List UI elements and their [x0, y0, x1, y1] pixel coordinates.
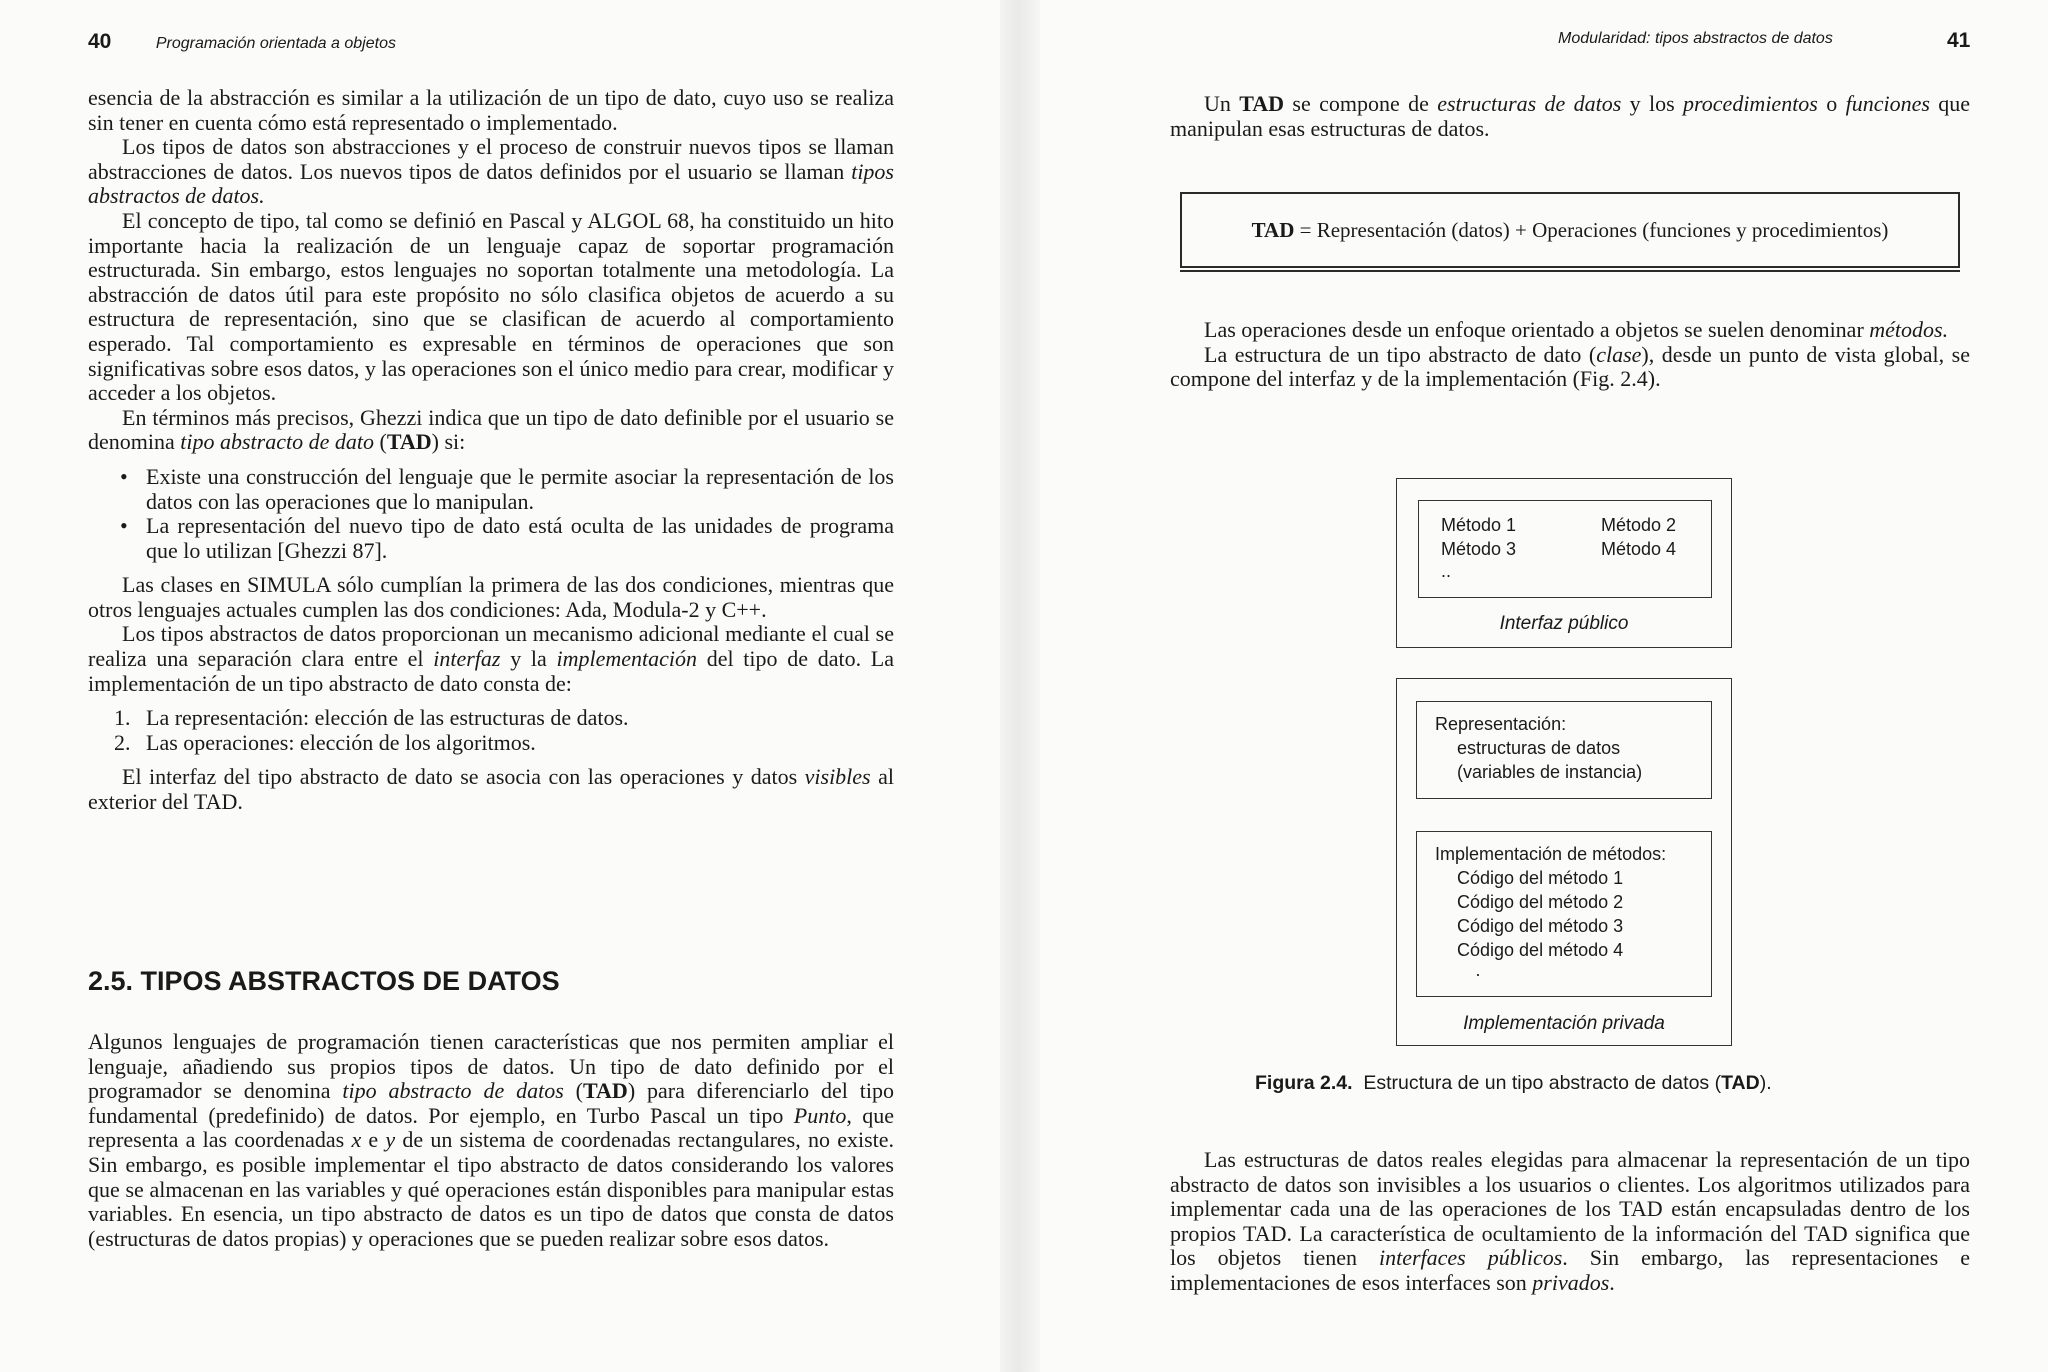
- list-item-text: Existe una construcción del lenguaje que le permite asociar la representación de los datos con las operaciones que lo manipulan.: [146, 463, 894, 514]
- emphasis: implementación: [556, 646, 698, 672]
- paragraph: [88, 135, 894, 209]
- text: La estructura de un tipo abstracto de dato (: [1204, 341, 1597, 367]
- text: ) si:: [431, 429, 466, 455]
- representation-title: Representación:: [1435, 714, 1567, 734]
- left-page-header: [88, 30, 396, 54]
- list-item-text: La representación del nuevo tipo de dato está oculta de las unidades de programa que lo utilizan [Ghezzi 87].: [146, 513, 894, 563]
- bullet-list: [88, 465, 894, 563]
- left-page-number: 40: [88, 30, 112, 53]
- text: se compone de: [1284, 91, 1438, 116]
- right-body-intro: [1170, 92, 1970, 141]
- text: = Representación (datos) + Operaciones (funciones y procedimientos): [1294, 217, 1889, 242]
- implementation-line: Código del método 1: [1457, 868, 1624, 888]
- public-interface-box: [1396, 478, 1732, 648]
- left-body: [88, 86, 894, 815]
- ellipsis: ..: [1441, 561, 1452, 581]
- figure-caption: [1255, 1072, 1772, 1095]
- implementation-line: Código del método 3: [1457, 916, 1624, 936]
- text: . Sin embargo, las representaciones e implementaciones de esos interfaces son: [1170, 1245, 1970, 1295]
- text: , que representa a las coordenadas: [88, 1102, 895, 1153]
- bullet-icon: •: [120, 513, 128, 539]
- method-label: Método 3: [1441, 539, 1517, 559]
- bold-term: TAD: [386, 429, 432, 455]
- method-label: Método 1: [1441, 515, 1517, 535]
- text: ), desde un punto de vista global, se compone del interfaz y de la implementación (Fig. 2.4).: [1170, 341, 1970, 392]
- text: y la: [500, 646, 557, 672]
- right-page-header: [1558, 30, 1833, 48]
- text: o: [1817, 91, 1846, 116]
- emphasis: Punto: [793, 1102, 847, 1128]
- caption-text: Estructura de un tipo abstracto de datos (: [1363, 1072, 1722, 1094]
- list-item: [120, 513, 894, 563]
- right-body-final: [1170, 1148, 1970, 1296]
- paragraph: [88, 406, 894, 455]
- emphasis: clase: [1596, 341, 1642, 367]
- methods-implementation-box: [1416, 831, 1712, 997]
- section-heading: 2.5. TIPOS ABSTRACTOS DE DATOS: [88, 966, 560, 996]
- list-item: [120, 463, 894, 514]
- emphasis: tipo abstracto de dato: [180, 429, 374, 455]
- formula-box: [1180, 192, 1960, 268]
- text: al exterior del TAD.: [88, 764, 894, 815]
- emphasis: métodos.: [1869, 317, 1949, 342]
- paragraph: [1170, 1148, 1970, 1296]
- implementation-line: Código del método 4: [1457, 940, 1624, 960]
- emphasis: interfaz: [433, 646, 501, 672]
- emphasis: privados: [1532, 1269, 1610, 1295]
- text: Las operaciones desde un enfoque orientado a objetos se suelen denominar: [1204, 317, 1870, 342]
- representation-line: estructuras de datos: [1457, 738, 1621, 758]
- caption-label: Figura 2.4.: [1255, 1072, 1353, 1094]
- list-number: 2.: [114, 729, 131, 755]
- bold-term: TAD: [1721, 1072, 1760, 1094]
- text: (: [563, 1078, 583, 1104]
- text: e: [361, 1127, 386, 1153]
- method-label: Método 4: [1601, 539, 1677, 559]
- text: El interfaz del tipo abstracto de dato se asocia con las operaciones y datos: [122, 764, 805, 790]
- left-page: [0, 0, 1010, 1372]
- text: Algunos lenguajes de programación tienen características que nos permiten ampliar el lenguaje, añadiendo sus propios tipos de datos. Un tipo de dato definido por el programador se denomina: [88, 1029, 894, 1104]
- list-item: [114, 729, 894, 756]
- implementation-line: Código del método 2: [1457, 892, 1624, 912]
- variable: y: [385, 1127, 396, 1153]
- bullet-icon: •: [120, 463, 128, 489]
- emphasis: funciones: [1845, 91, 1930, 116]
- list-number: 1.: [114, 705, 131, 731]
- paragraph: [1170, 343, 1970, 392]
- text: .: [1609, 1269, 1615, 1295]
- private-implementation-label: Implementación privada: [1463, 1013, 1665, 1034]
- representation-box: [1416, 701, 1712, 799]
- paragraph: Las clases en SIMULA sólo cumplían la primera de las dos condiciones, mientras que otros lenguajes actuales cumplen las dos condiciones: Ada, Modula-2 y C++.: [88, 572, 894, 622]
- text: Las estructuras de datos reales elegidas para almacenar la representación de un tipo abstracto de datos son invisibles a los usuarios o clientes. Los algoritmos utilizados para implementar cada una de las operaciones de los TAD están encapsuladas dentro de los propios TAD. La característica de ocultamiento de la información del TAD significa que los objetos tienen: [1170, 1147, 1970, 1271]
- left-running-title: Programación orientada a objetos: [155, 35, 396, 52]
- implementation-dot: ·: [1475, 964, 1481, 984]
- method-label: Método 2: [1601, 515, 1677, 535]
- text: Los tipos de datos son abstracciones y el proceso de construir nuevos tipos se llaman abstracciones de datos. Los nuevos tipos de datos definidos por el usuario se llaman: [88, 134, 894, 184]
- right-body-middle: [1170, 318, 1970, 392]
- private-implementation-box: [1396, 678, 1732, 1046]
- implementation-title: Implementación de métodos:: [1435, 844, 1667, 864]
- emphasis: tipo abstracto de datos: [342, 1078, 564, 1104]
- emphasis: estructuras de datos: [1437, 91, 1622, 116]
- paragraph: esencia de la abstracción es similar a la utilización de un tipo de dato, cuyo uso se realiza sin tener en cuenta cómo está representado o implementado.: [88, 85, 894, 135]
- right-page-number-wrap: [1947, 29, 1970, 53]
- methods-box: [1418, 500, 1712, 598]
- right-running-title: Modularidad: tipos abstractos de datos: [1558, 30, 1833, 47]
- paragraph: [1170, 92, 1970, 141]
- formula: [1252, 218, 1889, 243]
- emphasis: visibles: [804, 764, 871, 790]
- bold-term: TAD: [1251, 217, 1295, 242]
- bold-term: TAD: [582, 1078, 628, 1104]
- text: Los tipos abstractos de datos proporcionan un mecanismo adicional mediante el cual se realiza una separación clara entre el: [88, 621, 894, 672]
- paragraph: El concepto de tipo, tal como se definió en Pascal y ALGOL 68, ha constituido un hito importante hacia la realización de un lenguaje capaz de soportar programación estructurada. Sin embargo, estos lenguajes no soportan totalmente una metodología. La abstracción de datos útil para este propósito no sólo clasifica objetos de acuerdo a su estructura de representación, sino que se clasifican de acuerdo al comportamiento esperado. Tal comportamiento es expresable en términos de operaciones que son significativas sobre esos datos, y las operaciones son el único medio para crear, modificar y acceder a los objetos.: [88, 207, 894, 406]
- caption-text: ).: [1759, 1072, 1772, 1094]
- text: ) para diferenciarlo del tipo fundamental (predefinido) de datos. Por ejemplo, en Turbo Pascal un tipo: [88, 1078, 894, 1128]
- list-item: [114, 705, 894, 731]
- bold-term: TAD: [1239, 91, 1285, 116]
- section-body: [88, 1030, 894, 1251]
- list-item-text: La representación: elección de las estructuras de datos.: [146, 705, 629, 731]
- paragraph: [1170, 318, 1970, 343]
- right-page-number: 41: [1947, 29, 1971, 52]
- variable: x: [351, 1127, 362, 1153]
- emphasis: procedimientos: [1683, 91, 1818, 116]
- paragraph: [88, 765, 894, 814]
- emphasis: interfaces públicos: [1378, 1245, 1563, 1271]
- paragraph: [88, 1030, 894, 1251]
- text: del tipo de dato. La implementación de un tipo abstracto de dato consta de:: [88, 646, 894, 696]
- text: En términos más precisos, Ghezzi indica que un tipo de dato definible por el usuario se denomina: [88, 404, 894, 455]
- representation-line: (variables de instancia): [1457, 762, 1643, 782]
- numbered-list: [88, 706, 894, 755]
- paragraph: [88, 622, 894, 696]
- text: (: [373, 429, 387, 455]
- emphasis: tipos abstractos de datos.: [88, 158, 894, 209]
- text: Un: [1204, 91, 1240, 116]
- list-item-text: Las operaciones: elección de los algoritmos.: [146, 729, 536, 755]
- text: que manipulan esas estructuras de datos.: [1170, 91, 1971, 141]
- text: de un sistema de coordenadas rectangulares, no existe. Sin embargo, es posible implementar el tipo abstracto de datos considerando los valores que se almacenan en las variables y qué operaciones están disponibles para manipular estas variables. En esencia, un tipo abstracto de datos es un tipo de datos que consta de datos (estructuras de datos propias) y operaciones que se pueden realizar sobre esos datos.: [88, 1127, 895, 1251]
- public-interface-label: Interfaz público: [1499, 613, 1629, 634]
- text: y los: [1621, 91, 1684, 116]
